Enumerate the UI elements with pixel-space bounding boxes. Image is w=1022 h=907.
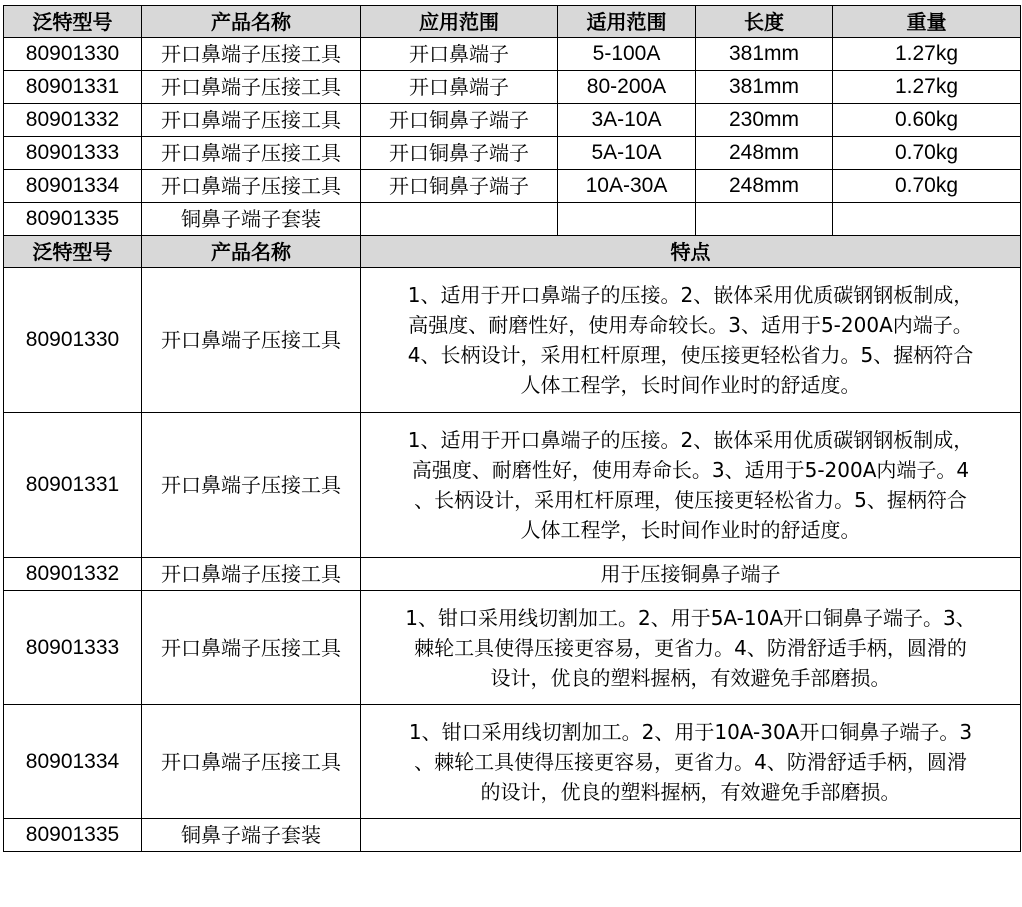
- spec-cell-length: 248mm: [696, 170, 833, 203]
- spec-cell-product-name: 开口鼻端子压接工具: [142, 71, 361, 104]
- feature-cell-description: [361, 558, 1021, 591]
- spec-cell-length: 248mm: [696, 137, 833, 170]
- feature-row: [4, 591, 1021, 705]
- feature-cell-model-no: 80901334: [4, 705, 142, 819]
- spec-cell-range: 3A-10A: [558, 104, 696, 137]
- feature-cell-model-no: 80901332: [4, 558, 142, 591]
- feature-cell-description: [361, 591, 1021, 705]
- feature-cell-description: [361, 819, 1021, 852]
- feature-cell-model-no: 80901331: [4, 413, 142, 558]
- spec-cell-application: 开口鼻端子: [361, 71, 558, 104]
- feature-line: 1、钳口采用线切割加工。2、用于10A-30A开口铜鼻子端子。3: [408, 719, 973, 744]
- spec-cell-weight: 0.70kg: [833, 137, 1021, 170]
- feature-cell-product-name: 开口鼻端子压接工具: [142, 268, 361, 413]
- feature-line: 棘轮工具使得压接更容易，更省力。4、防滑舒适手柄，圆滑的: [414, 635, 967, 660]
- spec-cell-application: 开口鼻端子: [361, 38, 558, 71]
- spec-cell-weight: 1.27kg: [833, 38, 1021, 71]
- spec-header-length: 长度: [696, 6, 833, 38]
- feature-line: 4、长柄设计，采用杠杆原理，使压接更轻松省力。5、握柄符合: [407, 343, 974, 367]
- feature-header-product-name: 产品名称: [142, 236, 361, 268]
- feature-cell-product-name: 开口鼻端子压接工具: [142, 413, 361, 558]
- spec-cell-weight: 0.70kg: [833, 170, 1021, 203]
- product-table: [3, 5, 1021, 852]
- spec-cell-range: [558, 203, 696, 236]
- feature-cell-description: [361, 268, 1021, 413]
- spec-cell-product-name: 开口鼻端子压接工具: [142, 137, 361, 170]
- spec-cell-product-name: 开口鼻端子压接工具: [142, 104, 361, 137]
- feature-header-row: [4, 236, 1021, 268]
- spec-header-model-no: 泛特型号: [4, 6, 142, 38]
- feature-line: 人体工程学，长时间作业时的舒适度。: [520, 373, 861, 397]
- feature-line: 设计，优良的塑料握柄，有效避免手部磨损。: [490, 665, 891, 690]
- feature-header-features: 特点: [361, 236, 1021, 268]
- spec-cell-product-name: 开口鼻端子压接工具: [142, 38, 361, 71]
- spec-cell-range: 5A-10A: [558, 137, 696, 170]
- feature-row: [4, 268, 1021, 413]
- spec-header-weight: 重量: [833, 6, 1021, 38]
- spec-header-application: 应用范围: [361, 6, 558, 38]
- spec-header-range: 适用范围: [558, 6, 696, 38]
- spec-cell-length: [696, 203, 833, 236]
- spec-cell-model-no: 80901330: [4, 38, 142, 71]
- feature-row: [4, 819, 1021, 852]
- feature-cell-product-name: 开口鼻端子压接工具: [142, 705, 361, 819]
- feature-line: 用于压接铜鼻子端子: [600, 562, 781, 586]
- spec-cell-application: 开口铜鼻子端子: [361, 170, 558, 203]
- spec-cell-model-no: 80901332: [4, 104, 142, 137]
- spec-row: [4, 71, 1021, 104]
- feature-row: [4, 413, 1021, 558]
- feature-row: [4, 705, 1021, 819]
- feature-cell-model-no: 80901330: [4, 268, 142, 413]
- feature-line: 高强度、耐磨性好，使用寿命长。3、适用于5-200A内端子。4: [411, 458, 970, 482]
- feature-line: 、棘轮工具使得压接更容易，更省力。4、防滑舒适手柄，圆滑: [414, 749, 967, 774]
- feature-line: 1、钳口采用线切割加工。2、用于5A-10A开口铜鼻子端子。3、: [405, 605, 976, 630]
- spec-row: [4, 137, 1021, 170]
- feature-line: 人体工程学，长时间作业时的舒适度。: [520, 518, 861, 542]
- feature-cell-product-name: 铜鼻子端子套装: [142, 819, 361, 852]
- spec-row: [4, 203, 1021, 236]
- spec-row: [4, 104, 1021, 137]
- feature-cell-product-name: 开口鼻端子压接工具: [142, 558, 361, 591]
- spec-cell-length: 381mm: [696, 71, 833, 104]
- spec-cell-weight: 1.27kg: [833, 71, 1021, 104]
- spec-cell-range: 80-200A: [558, 71, 696, 104]
- spec-cell-length: 230mm: [696, 104, 833, 137]
- spec-cell-range: 10A-30A: [558, 170, 696, 203]
- spec-cell-product-name: 开口鼻端子压接工具: [142, 170, 361, 203]
- feature-line: 高强度、耐磨性好，使用寿命较长。3、适用于5-200A内端子。: [408, 313, 973, 337]
- spec-row: [4, 170, 1021, 203]
- spec-cell-range: 5-100A: [558, 38, 696, 71]
- spec-header-row: [4, 6, 1021, 38]
- spec-header-product-name: 产品名称: [142, 6, 361, 38]
- feature-cell-description: [361, 413, 1021, 558]
- spec-cell-application: 开口铜鼻子端子: [361, 137, 558, 170]
- spec-cell-weight: 0.60kg: [833, 104, 1021, 137]
- feature-line: 、长柄设计，采用杠杆原理，使压接更轻松省力。5、握柄符合: [414, 488, 967, 512]
- feature-cell-model-no: 80901335: [4, 819, 142, 852]
- product-table-body: [4, 6, 1021, 852]
- spec-cell-length: 381mm: [696, 38, 833, 71]
- feature-cell-product-name: 开口鼻端子压接工具: [142, 591, 361, 705]
- spec-row: [4, 38, 1021, 71]
- spec-cell-model-no: 80901334: [4, 170, 142, 203]
- spec-cell-application: 开口铜鼻子端子: [361, 104, 558, 137]
- spec-cell-product-name: 铜鼻子端子套装: [142, 203, 361, 236]
- feature-row: [4, 558, 1021, 591]
- feature-header-model-no: 泛特型号: [4, 236, 142, 268]
- spec-cell-model-no: 80901331: [4, 71, 142, 104]
- feature-line: 的设计，优良的塑料握柄，有效避免手部磨损。: [480, 779, 901, 804]
- spec-cell-model-no: 80901335: [4, 203, 142, 236]
- spec-cell-weight: [833, 203, 1021, 236]
- feature-line: 1、适用于开口鼻端子的压接。2、嵌体采用优质碳钢钢板制成，: [407, 428, 974, 452]
- feature-cell-model-no: 80901333: [4, 591, 142, 705]
- feature-line: 1、适用于开口鼻端子的压接。2、嵌体采用优质碳钢钢板制成，: [407, 283, 974, 307]
- feature-cell-description: [361, 705, 1021, 819]
- spec-cell-application: [361, 203, 558, 236]
- spec-cell-model-no: 80901333: [4, 137, 142, 170]
